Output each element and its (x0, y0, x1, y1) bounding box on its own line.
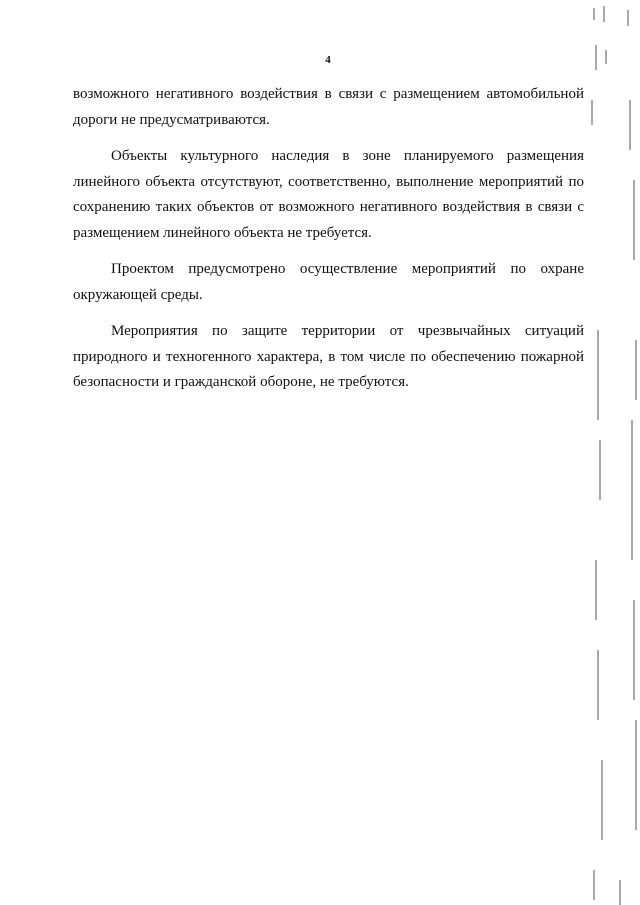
scan-margin-artifacts (590, 0, 640, 905)
page-number: 4 (325, 54, 331, 66)
paragraph-emergency-measures: Мероприятия по защите территории от чрезвычайных ситуаций природного и техногенного характера, в том числе по обеспечению пожарной безопасности и гражданской обороне, не требуются. (73, 323, 584, 390)
paragraph-cultural-heritage: Объекты культурного наследия в зоне планируемого размещения линейного объекта отсутствуют, соответственно, выполнение мероприятий по сохранению таких объектов от возможного негативного воздействия в связи с размещением линейного объекта не требуется. (73, 148, 584, 241)
paragraph-continuation: возможного негативного воздействия в связи с размещением автомобильной дороги не предусматриваются. (73, 86, 584, 128)
document-body (73, 82, 584, 407)
paragraph-environment-protection: Проектом предусмотрено осуществление мероприятий по охране окружающей среды. (73, 261, 584, 303)
